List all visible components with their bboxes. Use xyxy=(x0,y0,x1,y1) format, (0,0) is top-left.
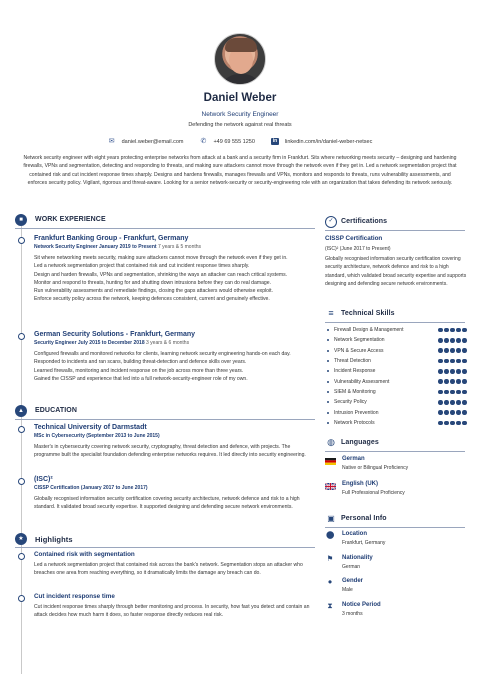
divider xyxy=(325,322,465,323)
location-pin-icon: ⬤ xyxy=(326,530,335,539)
skill-level-dot xyxy=(450,369,455,374)
contact-email[interactable] xyxy=(108,138,184,145)
info-label: Nationality xyxy=(342,555,373,561)
highlight-title: Cut incident response time xyxy=(34,593,115,600)
phone-icon: ✆ xyxy=(200,138,207,145)
summary: Network security engineer with eight years protecting enterprise networks from attack at a bank and a security firm in Frankfurt. Sits where networking meets security – designing and hardening firewalls, VPNs and segmentation, detecting and responding to threats, and making sure attackers cannot move through the network even if they get in. Led a network segmentation project that contained risk and cut incident response times sharply. Designs and hardens firewalls, manages firewalls and VPNs, monitors and responds to threats, runs vulnerability assessments, and enforces security policy. Vigilant, rigorous and threat-aware. Looking for a senior network-security or security-engineering role with an organization that takes defending its network seriously. xyxy=(23,155,457,187)
certification-issuer: (ISC)² (June 2017 to Present) xyxy=(325,246,391,252)
detail-line: Gained the CISSP and experience that led into a full network-security-engineer role of my own. xyxy=(34,375,248,382)
personal-item-nationality xyxy=(325,555,467,577)
skill-level-dot xyxy=(444,338,449,343)
hourglass-icon: ⧗ xyxy=(327,601,333,610)
divider xyxy=(15,228,315,229)
skill-level-dot xyxy=(456,359,461,364)
bullet-icon xyxy=(327,401,329,403)
skill-level-dot xyxy=(444,390,449,395)
section-technical-skills xyxy=(325,308,465,320)
experience-entry xyxy=(34,331,312,383)
skill-item xyxy=(325,335,467,345)
language-name: English (UK) xyxy=(342,481,378,487)
duration: 7 years & 5 months xyxy=(157,244,202,250)
skill-item xyxy=(325,407,467,417)
bullet-icon xyxy=(327,370,329,372)
role: Security Engineer July 2015 to December 2018 xyxy=(34,340,145,346)
detail-line: Design and harden firewalls, VPNs and segmentation, shrinking the ways an attacker can reach critical systems. xyxy=(34,271,288,278)
globe-icon: ◍ xyxy=(325,437,337,449)
education-entry xyxy=(34,424,312,460)
skill-level-dot xyxy=(438,328,443,333)
entry-description: Globally recognised information security certification covering security architecture, network defence and risk to a high standard. It validated broad security expertise. It supported designing and defending secure network environments. xyxy=(34,496,300,511)
skill-level-dot xyxy=(450,379,455,384)
skill-level-dot xyxy=(438,390,443,395)
skill-level-dot xyxy=(438,348,443,353)
divider xyxy=(325,451,465,452)
skill-level xyxy=(438,328,467,333)
employer: Frankfurt Banking Group - Frankfurt, Germany xyxy=(34,235,189,242)
info-value: 3 months xyxy=(342,611,363,617)
section-title: Languages xyxy=(341,439,379,446)
star-icon: ★ xyxy=(15,533,27,545)
skill-level-dot xyxy=(444,348,449,353)
skill-level-dot xyxy=(462,390,467,395)
skill-level-dot xyxy=(438,410,443,415)
language-item xyxy=(325,481,467,501)
section-personal-info xyxy=(325,513,465,525)
bullet-icon xyxy=(327,412,329,414)
skill-level-dot xyxy=(450,348,455,353)
institution: Technical University of Darmstadt xyxy=(34,424,147,431)
info-value: German xyxy=(342,564,361,570)
skill-level-dot xyxy=(456,421,461,426)
certification-title: CISSP Certification xyxy=(325,235,383,242)
skill-level-dot xyxy=(456,400,461,405)
contact-bar xyxy=(0,138,480,145)
education-entry xyxy=(34,476,312,512)
highlight-entry xyxy=(34,551,312,578)
skill-item xyxy=(325,325,467,335)
detail-line: Run vulnerability assessments and remediate findings, closing the gaps attackers would otherwise exploit. xyxy=(34,288,273,295)
skill-item xyxy=(325,366,467,376)
person-icon: ● xyxy=(327,577,333,586)
info-label: Gender xyxy=(342,578,364,584)
skill-level-dot xyxy=(456,379,461,384)
skill-level-dot xyxy=(450,410,455,415)
skill-level-dot xyxy=(444,400,449,405)
graduation-cap-icon: ▲ xyxy=(15,405,27,417)
skill-level xyxy=(438,338,467,343)
skill-item xyxy=(325,397,467,407)
briefcase-icon: ■ xyxy=(15,214,27,226)
divider xyxy=(325,230,465,231)
skill-level-dot xyxy=(456,390,461,395)
skill-level-dot xyxy=(450,328,455,333)
language-item xyxy=(325,456,467,476)
language-level: Full Professional Proficiency xyxy=(342,490,405,496)
skill-level-dot xyxy=(462,369,467,374)
bullet-icon xyxy=(327,422,329,424)
timeline-dot xyxy=(18,478,25,485)
detail-line: Sit where networking meets security, making sure attackers cannot move through the network even if they get in. xyxy=(34,255,288,261)
degree-dates: CISSP Certification (January 2017 to June 2017) xyxy=(34,485,148,491)
skill-level-dot xyxy=(438,338,443,343)
timeline-dot xyxy=(18,237,25,244)
skill-level-dot xyxy=(438,379,443,384)
skill-level-dot xyxy=(456,410,461,415)
section-languages xyxy=(325,437,465,449)
skill-level xyxy=(438,369,467,374)
role-dates xyxy=(34,244,312,250)
skill-level-dot xyxy=(450,338,455,343)
info-value: Frankfurt, Germany xyxy=(342,540,386,546)
skill-level-dot xyxy=(450,421,455,426)
skill-level-dot xyxy=(444,328,449,333)
section-title: WORK EXPERIENCE xyxy=(35,216,106,223)
role-dates xyxy=(34,340,312,346)
skill-level-dot xyxy=(462,328,467,333)
skills-list xyxy=(325,325,467,428)
skill-name: Network Segmentation xyxy=(334,337,385,344)
skill-name: Security Policy xyxy=(334,399,367,406)
skill-item xyxy=(325,418,467,428)
skill-level-dot xyxy=(462,421,467,426)
skill-level-dot xyxy=(444,421,449,426)
skill-level-dot xyxy=(462,379,467,384)
id-card-icon: ▣ xyxy=(325,513,337,525)
skill-level-dot xyxy=(438,369,443,374)
skill-name: Threat Detection xyxy=(334,358,371,365)
skill-level xyxy=(438,421,467,426)
phone-text: +49 69 555 1250 xyxy=(213,138,255,145)
highlight-body: Led a network segmentation project that contained risk across the bank's network. Segmentation stops an attacker who breaches one area from reaching everything, so it dramatically limits the damage any breach can do. xyxy=(34,562,303,577)
bullet-icon xyxy=(327,339,329,341)
section-education xyxy=(15,405,315,417)
timeline-dot xyxy=(18,333,25,340)
divider xyxy=(325,527,465,528)
skill-level-dot xyxy=(462,338,467,343)
highlight-body: Cut incident response times sharply through better monitoring and process. In security, how fast you detect and contain an attack decides how much harm it does, so faster response directly reduces real risk. xyxy=(34,604,310,619)
email-text: daniel.weber@email.com xyxy=(121,138,184,145)
contact-linkedin[interactable] xyxy=(271,138,372,145)
experience-entry xyxy=(34,235,312,304)
skill-level-dot xyxy=(462,410,467,415)
detail-line: Monitor and respond to threats, hunting for and shutting down intrusions before they can do real damage. xyxy=(34,279,272,286)
skill-level xyxy=(438,390,467,395)
flag-icon: ⚑ xyxy=(326,554,334,563)
section-certifications xyxy=(325,216,465,228)
detail-line: Led a network segmentation project that contained risk and cut incident response times sharply. xyxy=(34,263,250,270)
skill-level-dot xyxy=(462,348,467,353)
detail-line: Responded to incidents and ran scans, building threat-detection and defence skills over years. xyxy=(34,359,247,366)
contact-phone[interactable] xyxy=(199,138,254,145)
skill-level-dot xyxy=(462,400,467,405)
avatar xyxy=(214,33,266,85)
personal-item-notice-period xyxy=(325,602,467,624)
language-name: German xyxy=(342,456,365,462)
bullet-icon xyxy=(327,350,329,352)
skill-level xyxy=(438,410,467,415)
linkedin-icon: in xyxy=(272,138,278,144)
bullet-icon xyxy=(327,391,329,393)
degree-dates: MSc in Cybersecurity (September 2013 to June 2015) xyxy=(34,433,160,439)
info-label: Location xyxy=(342,531,367,537)
bullet-icon xyxy=(327,360,329,362)
detail-line: Configured firewalls and monitored networks for clients, learning network security engineering hands-on each day. xyxy=(34,351,291,357)
skill-item xyxy=(325,356,467,366)
skill-level-dot xyxy=(438,421,443,426)
skill-level-dot xyxy=(444,379,449,384)
section-title: Certifications xyxy=(341,218,388,225)
skill-level-dot xyxy=(444,359,449,364)
job-title: Network Security Engineer xyxy=(201,111,279,118)
timeline-line xyxy=(21,226,22,674)
info-value: Male xyxy=(342,587,353,593)
entry-details xyxy=(34,254,312,304)
uk-flag-icon xyxy=(325,483,336,490)
skill-level-dot xyxy=(456,328,461,333)
list-icon: ≡ xyxy=(325,308,337,320)
skill-name: Firewall Design & Management xyxy=(334,327,404,334)
highlight-title: Contained risk with segmentation xyxy=(34,551,135,558)
skill-name: SIEM & Monitoring xyxy=(334,388,376,395)
skill-level-dot xyxy=(444,369,449,374)
divider xyxy=(15,419,315,420)
entry-description: Master's in cybersecurity covering network security, cryptography, threat detection and defence, with projects. The programme built the specialist foundation defending enterprise networks requires. It led directly into security engineering. xyxy=(34,444,306,459)
candidate-name: Daniel Weber xyxy=(203,92,277,104)
detail-line: Learned firewalls, monitoring and incident response on the job across more than three years. xyxy=(34,367,244,374)
highlight-entry xyxy=(34,593,312,620)
skill-level-dot xyxy=(456,348,461,353)
linkedin-text: linkedin.com/in/daniel-weber-netsec xyxy=(284,138,373,145)
bullet-icon xyxy=(327,381,329,383)
skill-name: VPN & Secure Access xyxy=(334,347,384,354)
language-level: Native or Bilingual Proficiency xyxy=(342,465,409,471)
duration: 3 years & 6 months xyxy=(146,340,190,346)
skill-level-dot xyxy=(456,369,461,374)
germany-flag-icon xyxy=(325,458,336,465)
timeline-dot xyxy=(18,426,25,433)
section-title: Technical Skills xyxy=(341,310,395,317)
skill-level-dot xyxy=(456,338,461,343)
section-title: EDUCATION xyxy=(35,407,77,414)
skill-level-dot xyxy=(438,359,443,364)
award-icon: ✓ xyxy=(325,216,337,228)
skill-level xyxy=(438,400,467,405)
skill-item xyxy=(325,376,467,386)
personal-item-gender xyxy=(325,578,467,600)
tagline: Defending the network against real threats xyxy=(188,122,292,128)
skill-level-dot xyxy=(450,359,455,364)
timeline-dot xyxy=(18,595,25,602)
role: Network Security Engineer January 2019 to Present xyxy=(34,244,157,250)
skill-level-dot xyxy=(450,390,455,395)
skill-name: Vulnerability Assessment xyxy=(334,378,390,385)
institution: (ISC)² xyxy=(34,476,53,483)
skill-level xyxy=(438,359,467,364)
skill-item xyxy=(325,346,467,356)
skill-name: Intrusion Prevention xyxy=(334,409,379,416)
bullet-icon xyxy=(327,329,329,331)
skill-item xyxy=(325,387,467,397)
section-work-experience xyxy=(15,214,315,226)
section-title: Personal Info xyxy=(341,515,387,522)
section-highlights xyxy=(15,533,315,545)
certification-description: Globally recognised information security certification covering security architecture, network defence and risk to a high standard, which validated broad security expertise and supports designing and defending secure network environments. xyxy=(325,256,467,287)
divider xyxy=(15,547,315,548)
info-label: Notice Period xyxy=(342,602,381,608)
skill-level xyxy=(438,348,467,353)
skill-level-dot xyxy=(450,400,455,405)
section-title: Highlights xyxy=(35,535,73,544)
skill-level-dot xyxy=(444,410,449,415)
personal-item-location xyxy=(325,531,467,553)
skill-level-dot xyxy=(462,359,467,364)
mail-icon: ✉ xyxy=(108,138,115,145)
employer: German Security Solutions - Frankfurt, Germany xyxy=(34,331,196,338)
skill-level xyxy=(438,379,467,384)
entry-details xyxy=(34,350,312,383)
detail-line: Enforce security policy across the network, keeping defences consistent, current and genuinely effective. xyxy=(34,296,270,303)
skill-name: Network Protocols xyxy=(334,419,375,426)
skill-name: Incident Response xyxy=(334,368,376,375)
skill-level-dot xyxy=(438,400,443,405)
timeline-dot xyxy=(18,553,25,560)
